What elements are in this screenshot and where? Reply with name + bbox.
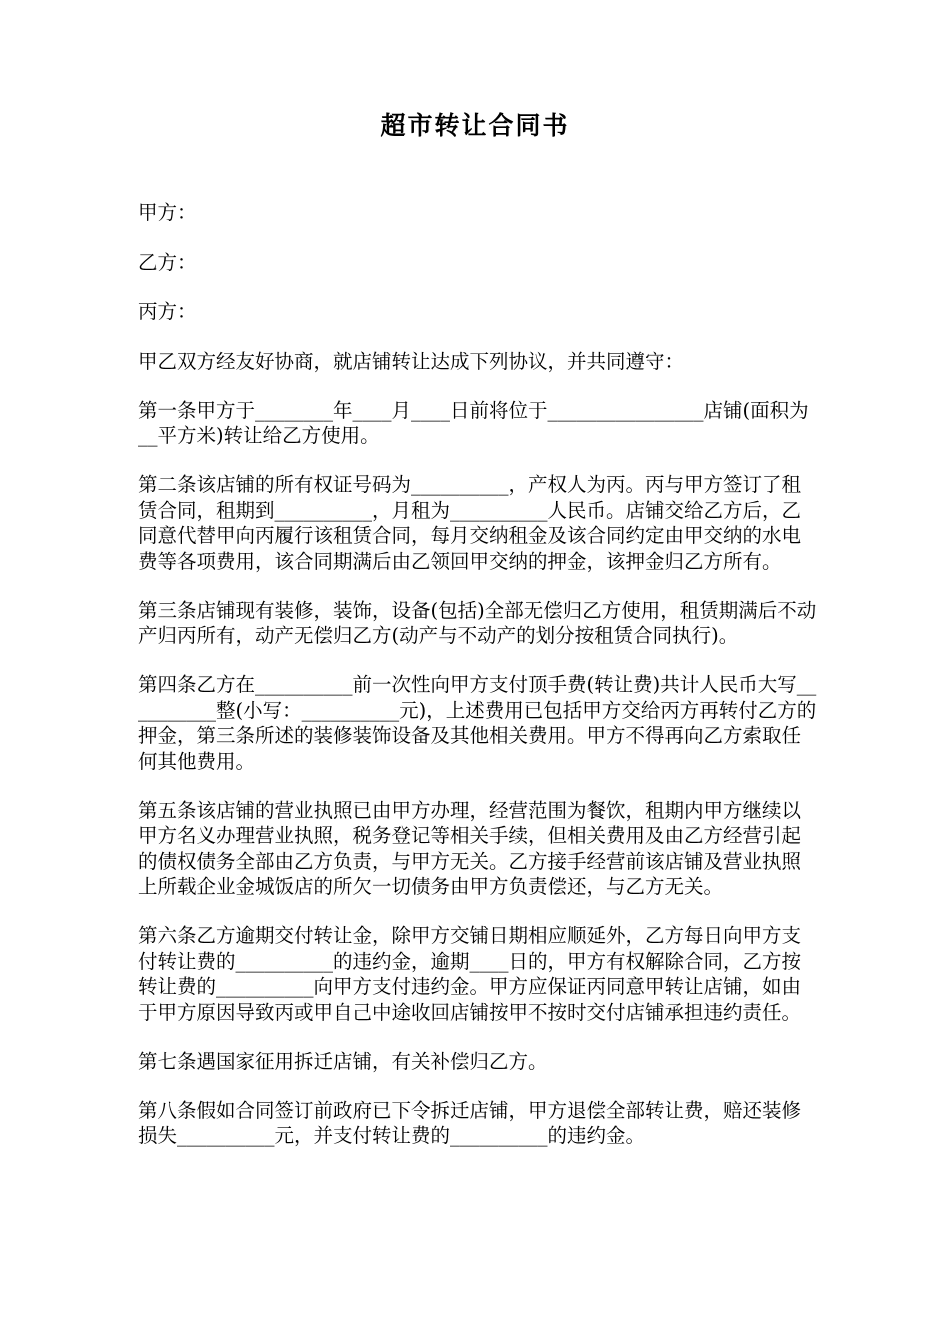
clause-2: 第二条该店铺的所有权证号码为__________，产权人为丙。丙与甲方签订了租赁合同，租期到__________，月租为__________人民币。店铺交给乙方后，乙同意代替甲向丙履行该租赁合同，每月交纳租金及该合同约定由甲交纳的水电费等各项费用，该合同期满后由乙领回甲交纳的押金，该押金归乙方所有。 [138, 473, 802, 573]
party-a-line: 甲方： [138, 201, 197, 224]
clause-1: 第一条甲方于________年____月____日前将位于________________店铺(面积为__平方米)转让给乙方使用。 [138, 398, 809, 447]
party-c-line: 丙方： [138, 300, 197, 323]
clause-5: 第五条该店铺的营业执照已由甲方办理，经营范围为餐饮，租期内甲方继续以甲方名义办理营业执照，税务登记等相关手续，但相关费用及由乙方经营引起的债权债务全部由乙方负责，与甲方无关。乙方接手经营前该店铺及营业执照上所载企业金城饭店的所欠一切债务由甲方负责偿还，与乙方无关。 [138, 798, 802, 898]
clause-7: 第七条遇国家征用拆迁店铺，有关补偿归乙方。 [138, 1049, 548, 1073]
intro-paragraph: 甲乙双方经友好协商，就店铺转让达成下列协议，并共同遵守： [138, 349, 685, 373]
clause-3: 第三条店铺现有装修，装饰，设备(包括)全部无偿归乙方使用，租赁期满后不动产归丙所有，动产无偿归乙方(动产与不动产的划分按租赁合同执行)。 [138, 598, 817, 647]
clause-6: 第六条乙方逾期交付转让金，除甲方交铺日期相应顺延外，乙方每日向甲方支付转让费的__________的违约金，逾期____日的，甲方有权解除合同，乙方按转让费的__________向甲方支付违约金。甲方应保证丙同意甲转让店铺，如由于甲方原因导致丙或甲自己中途收回店铺按甲不按时交付店铺承担违约责任。 [138, 924, 802, 1024]
clause-4: 第四条乙方在__________前一次性向甲方支付顶手费(转让费)共计人民币大写__________整(小写：__________元)，上述费用已包括甲方交给丙方再转付乙方的押金，第三条所述的装修装饰设备及其他相关费用。甲方不得再向乙方索取任何其他费用。 [138, 673, 817, 773]
document-body [138, 200, 818, 1172]
clause-8: 第八条假如合同签订前政府已下令拆迁店铺，甲方退偿全部转让费，赔还装修损失__________元，并支付转让费的__________的违约金。 [138, 1098, 802, 1147]
document-title: 超市转让合同书 [380, 111, 570, 140]
party-b-line: 乙方： [138, 250, 197, 274]
